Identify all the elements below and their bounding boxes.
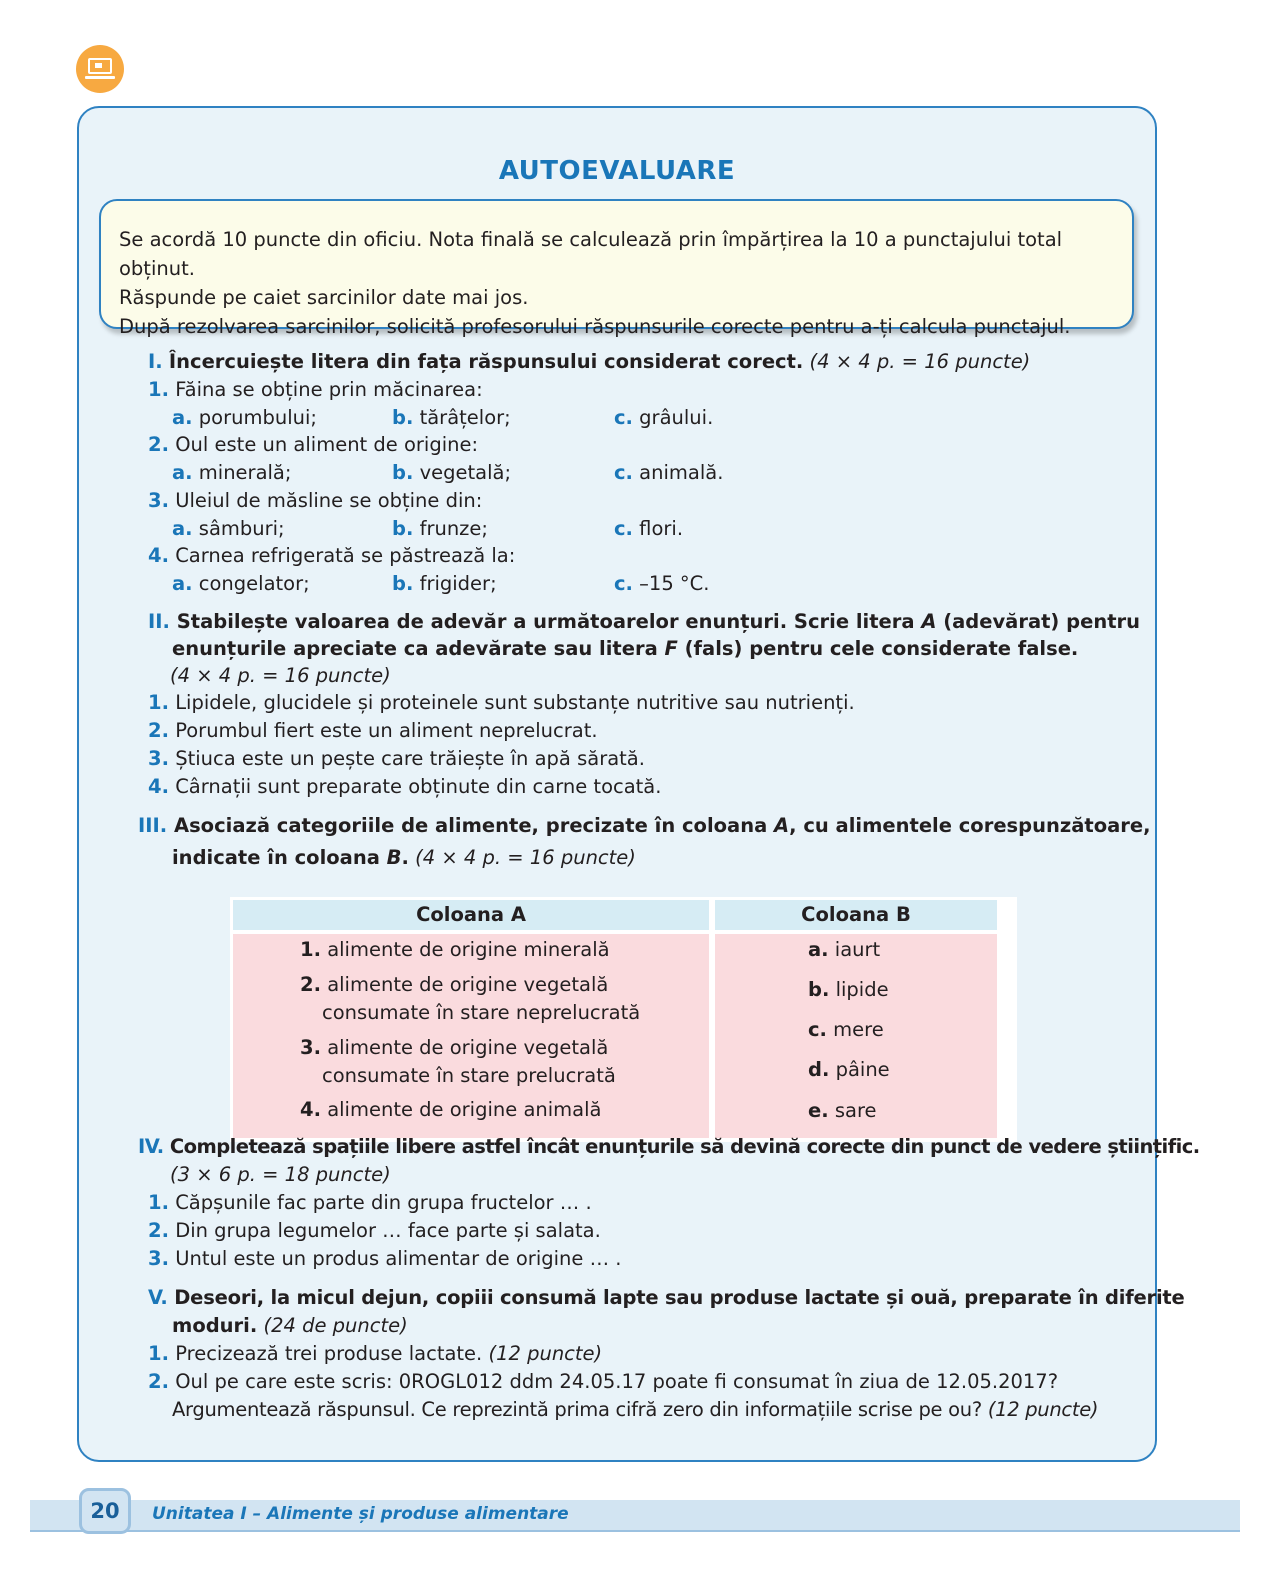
column-a-item: 4. alimente de origine animală [300,1098,602,1121]
instructions-box [99,199,1134,338]
statement: 1. Lipidele, glucidele și proteinele sunt substanțe nutritive sau nutrienți. [148,691,855,714]
fill-in-statement: 2. Din grupa legumelor … face parte și salata. [148,1219,601,1242]
option: c. flori. [614,517,684,540]
page-number: 20 [79,1488,131,1534]
option: a. sâmburi; [172,517,285,540]
section-5-heading: V. Deseori, la micul dejun, copiii consumă lapte sau produse lactate și ouă, preparate în diferite [148,1286,1185,1309]
task-cont: Argumentează răspunsul. Ce reprezintă prima cifră zero din informațiile scrise pe ou? (12 puncte) [172,1398,1099,1421]
fill-in-statement: 1. Căpșunile fac parte din grupa fructelor … . [148,1191,592,1214]
column-b-item: d. pâine [808,1058,890,1081]
column-b-item: c. mere [808,1018,884,1041]
option: b. tărâțelor; [392,406,511,429]
computer-icon [76,45,124,93]
section-3-heading: III. Asociază categoriile de alimente, precizate în coloana A, cu alimentele corespunzătoare, [138,814,1151,837]
footer-unit-title: Unitatea I – Alimente și produse alimentare [152,1504,569,1524]
column-a-item: 2. alimente de origine vegetală [300,973,609,996]
section-4-heading: IV. Completează spațiile libere astfel încât enunțurile să devină corecte din punct de vedere științific. [138,1135,1200,1158]
column-a-item: 1. alimente de origine minerală [300,938,610,961]
column-a-item: 3. alimente de origine vegetală [300,1036,609,1059]
instruction-line: După rezolvarea sarcinilor, solicită profesorului răspunsurile corecte pentru a-ți calcula punctajul. [119,315,1071,338]
section-2-heading-cont: enunțurile apreciate ca adevărate sau litera F (fals) pentru cele considerate false. [172,637,1079,660]
column-b-item: a. iaurt [808,938,881,961]
option: c. –15 °C. [614,572,710,595]
section-3-heading-cont: indicate în coloana B. (4 × 4 p. = 16 puncte) [172,846,636,869]
question: 3. Uleiul de măsline se obține din: [148,489,483,512]
option: c. grâului. [614,406,714,429]
section-2-points: (4 × 4 p. = 16 puncte) [170,664,391,687]
option: b. vegetală; [392,461,512,484]
statement: 2. Porumbul fiert este un aliment neprelucrat. [148,719,598,742]
column-b-item: e. sare [808,1099,877,1122]
option: b. frunze; [392,517,488,540]
option: a. minerală; [172,461,292,484]
option: c. animală. [614,461,724,484]
footer-divider [30,1530,1240,1532]
column-b-header: Coloana B [715,900,997,930]
option: b. frigider; [392,572,497,595]
statement: 3. Știuca este un pește care trăiește în apă sărată. [148,747,645,770]
task: 2. Oul pe care este scris: 0ROGL012 ddm 24.05.17 poate fi consumat în ziua de 12.05.2017? [148,1370,1059,1393]
question: 4. Carnea refrigerată se păstrează la: [148,544,516,567]
fill-in-statement: 3. Untul este un produs alimentar de origine … . [148,1247,622,1270]
column-a-header: Coloana A [233,900,709,930]
section-2-heading: II. Stabilește valoarea de adevăr a următoarelor enunțuri. Scrie litera A (adevărat) pentru [148,610,1141,633]
task: 1. Precizează trei produse lactate. (12 puncte) [148,1342,603,1365]
column-a-body [233,934,709,1138]
column-a-item-cont: consumate în stare prelucrată [322,1064,616,1087]
section-4-points: (3 × 6 p. = 18 puncte) [170,1163,391,1186]
matching-table [230,897,1017,1142]
column-b-item: b. lipide [808,978,889,1001]
statement: 4. Cârnații sunt preparate obținute din carne tocată. [148,775,662,798]
option: a. congelator; [172,572,310,595]
instruction-line: Se acordă 10 puncte din oficiu. Nota finală se calculează prin împărțirea la 10 a punctajului total obținut. [119,228,1063,280]
section-5-heading-cont: moduri. (24 de puncte) [172,1314,408,1337]
section-1-heading: I. Încercuiește litera din fața răspunsului considerat corect. (4 × 4 p. = 16 puncte) [148,350,1031,373]
instruction-line: Răspunde pe caiet sarcinilor date mai jos. [119,286,529,309]
option: a. porumbului; [172,406,317,429]
column-a-item-cont: consumate în stare neprelucrată [322,1001,641,1024]
question: 2. Oul este un aliment de origine: [148,433,479,456]
page-title: AUTOEVALUARE [498,156,736,186]
column-b-body [715,934,997,1138]
question: 1. Făina se obține prin măcinarea: [148,378,483,401]
